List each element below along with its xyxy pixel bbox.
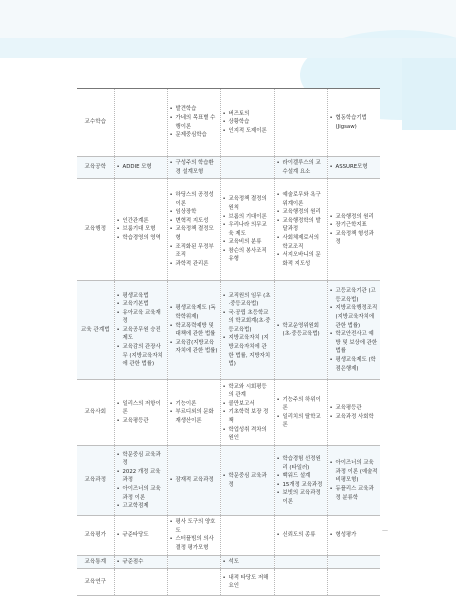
row-category-label: 교수학습 bbox=[77, 89, 114, 157]
table-cell bbox=[327, 446, 380, 516]
table-cell bbox=[220, 157, 274, 179]
topic-list bbox=[277, 159, 325, 176]
topic-list bbox=[117, 400, 165, 426]
topic-item: • 잠재적 교육과정 bbox=[170, 476, 218, 485]
table-cell bbox=[274, 157, 327, 179]
topic-item: • 학업성취 격차의 원인 bbox=[223, 426, 272, 443]
topic-list bbox=[117, 558, 165, 567]
topic-item: • 신뢰도의 종류 bbox=[277, 531, 325, 540]
topic-item: • 상황학습 bbox=[223, 118, 272, 127]
topic-item: • 버즈토의 bbox=[223, 110, 272, 119]
topic-list bbox=[117, 531, 165, 540]
side-tab-decoration bbox=[402, 58, 456, 130]
topic-item: • 우리나라 의무교육 제도 bbox=[223, 221, 272, 238]
topic-item: • 교직원의 임무 (초·중등교육법) bbox=[223, 292, 272, 309]
topic-item: • 교육감의 관장사무 (지방교육자치에 관한 법률) bbox=[117, 343, 165, 369]
topic-item: • 과학적 관리론 bbox=[170, 260, 218, 269]
topic-item: • 기능주의 하위이론 bbox=[277, 396, 325, 413]
topic-item: • 백워드 설계 bbox=[277, 472, 325, 481]
topic-item: • 임상장학 bbox=[170, 208, 218, 217]
table-row bbox=[77, 179, 380, 281]
table-cell bbox=[167, 380, 220, 446]
table-cell bbox=[114, 380, 167, 446]
topic-item: • 학습경영의 영역 bbox=[117, 234, 165, 243]
topic-item: • 스터플빔의 의사결정 평가모형 bbox=[170, 535, 218, 552]
topic-item: • 교육공무원 승진제도 bbox=[117, 326, 165, 343]
table-cell bbox=[274, 281, 327, 380]
topic-list bbox=[117, 163, 165, 172]
table-cell bbox=[220, 179, 274, 281]
table-cell bbox=[114, 569, 167, 596]
topic-item: • 학교운영위원회 (초·중등교육법) bbox=[277, 322, 325, 339]
table-cell bbox=[327, 555, 380, 569]
topic-item: • 기초학력 보장 정책 bbox=[223, 408, 272, 425]
table-cell bbox=[220, 446, 274, 516]
table-cell bbox=[220, 555, 274, 569]
table-cell bbox=[167, 179, 220, 281]
topic-item: • 학교안전사고 예방 및 보상에 관한 법률 bbox=[330, 330, 379, 356]
topic-list bbox=[330, 459, 379, 502]
topic-item: • 학교폭력예방 및 대책에 관한 법률 bbox=[170, 322, 218, 339]
topic-list bbox=[117, 292, 165, 369]
topic-item: • 규준타당도 bbox=[117, 531, 165, 540]
topic-item: • 브롬의 기대이론 bbox=[223, 213, 272, 222]
topic-item: • 학습경험 선정원리 (타일러) bbox=[277, 455, 325, 472]
table-cell bbox=[220, 281, 274, 380]
table-row bbox=[77, 89, 380, 157]
topic-item: • 평생교육제도 (학점은행제) bbox=[330, 356, 379, 373]
topic-item: • 유아교육 교육재정 bbox=[117, 309, 165, 326]
table-body bbox=[77, 89, 380, 596]
topic-item: • 서지오바니의 문화적 지도성 bbox=[277, 251, 325, 268]
table-row bbox=[77, 380, 380, 446]
topic-list bbox=[277, 191, 325, 268]
topic-list bbox=[170, 518, 218, 552]
topic-item: • 브룸기대 모형 bbox=[117, 225, 165, 234]
topic-list bbox=[117, 217, 165, 243]
topic-item: • 조직화된 무정부 조직 bbox=[170, 243, 218, 260]
topic-list bbox=[330, 287, 379, 373]
header-band bbox=[0, 38, 456, 58]
topic-item: • 고교학점제 bbox=[117, 502, 165, 511]
topic-item: • 교육행정의 원리 bbox=[277, 208, 325, 217]
topic-item: • ASSURE모형 bbox=[330, 163, 379, 172]
topic-item: • 교육과정 사회학 bbox=[330, 413, 379, 422]
row-category-label: 교육과정 bbox=[77, 446, 114, 516]
topic-item: • 인간관계론 bbox=[117, 217, 165, 226]
topic-list bbox=[170, 476, 218, 485]
topic-list bbox=[223, 383, 272, 443]
topic-item: • 교육평등관 bbox=[330, 404, 379, 413]
topic-item: • 국·공립 초등학교의 학교회계(초·중등교육법) bbox=[223, 309, 272, 335]
table-cell bbox=[220, 89, 274, 157]
table-cell bbox=[167, 281, 220, 380]
row-category-label: 교육 관계법 bbox=[77, 281, 114, 380]
exam-topics-table bbox=[77, 88, 380, 596]
topic-item: • 콜만보고서 bbox=[223, 400, 272, 409]
topic-item: • 협동학습기법 (Jigsaw) bbox=[330, 114, 379, 131]
table-cell bbox=[327, 179, 380, 281]
topic-item: • 석도 bbox=[223, 558, 272, 567]
topic-item: • 하딩스의 공정성 이론 bbox=[170, 191, 218, 208]
topic-item: • 가네의 목표별 수행이론 bbox=[170, 114, 218, 131]
topic-item: • 듀플리스 교육과정 분류학 bbox=[330, 485, 379, 502]
topic-list bbox=[330, 213, 379, 247]
topic-item: • 학문중심 교육과정 bbox=[223, 472, 272, 489]
topic-list bbox=[330, 114, 379, 131]
table-cell bbox=[114, 157, 167, 179]
topic-item: • 학교와 시회평등의 관계 bbox=[223, 383, 272, 400]
topic-list bbox=[330, 531, 379, 540]
table-cell bbox=[114, 89, 167, 157]
topic-list bbox=[223, 574, 272, 591]
topic-list bbox=[277, 531, 325, 540]
table-cell bbox=[167, 569, 220, 596]
topic-list bbox=[277, 455, 325, 507]
topic-item: • 사회체제로서의 학교조직 bbox=[277, 234, 325, 251]
row-category-label: 교육사회 bbox=[77, 380, 114, 446]
table-cell bbox=[327, 569, 380, 596]
topic-item: • 평사 도구의 양호도 bbox=[170, 518, 218, 535]
topic-item: • 고등교육기관 (고등교육법) bbox=[330, 287, 379, 304]
table-cell bbox=[167, 446, 220, 516]
topic-item: • 기능이론 bbox=[170, 400, 218, 409]
topic-item: • 예술로무와 욕구 위계이론 bbox=[277, 191, 325, 208]
topic-item: • 구성주의 학습환경 설계모형 bbox=[170, 159, 218, 176]
table-cell bbox=[274, 569, 327, 596]
topic-list bbox=[170, 304, 218, 356]
table-cell bbox=[274, 446, 327, 516]
topic-list bbox=[223, 110, 272, 136]
topic-list bbox=[170, 105, 218, 139]
topic-item: • 아이즈너의 교육과정 이론 (예술적 비평모형) bbox=[330, 459, 379, 485]
table-row bbox=[77, 446, 380, 516]
topic-item: • 참슨의 봉사조직 유형 bbox=[223, 247, 272, 264]
table-cell bbox=[114, 179, 167, 281]
topic-item: • 내적 타당도 저해요인 bbox=[223, 574, 272, 591]
topic-list bbox=[277, 322, 325, 339]
topic-item: • 일리치의 탈학교론 bbox=[277, 413, 325, 430]
table-cell bbox=[274, 516, 327, 555]
table-cell bbox=[327, 281, 380, 380]
row-category-label: 교육행정 bbox=[77, 179, 114, 281]
topic-item: • 일리스의 저항이론 bbox=[117, 400, 165, 417]
topic-item: • 형성평가 bbox=[330, 531, 379, 540]
topic-list bbox=[223, 292, 272, 369]
table-cell bbox=[167, 555, 220, 569]
table-cell bbox=[167, 89, 220, 157]
topic-item: • ADDIE 모형 bbox=[117, 163, 165, 172]
topic-item: • 교육감(지방교육자치에 관한 법률) bbox=[170, 339, 218, 356]
topic-item: • 라이겔루스의 교수설계 요소 bbox=[277, 159, 325, 176]
topic-item: • 평생교육제도 (독학학위제) bbox=[170, 304, 218, 321]
topic-item: • 교육행정학의 발달과정 bbox=[277, 217, 325, 234]
table-cell bbox=[220, 516, 274, 555]
table-cell bbox=[167, 157, 220, 179]
table-cell bbox=[327, 157, 380, 179]
topic-item: • 15개정 교육과정 bbox=[277, 481, 325, 490]
topic-item: • 변혁적 지도성 bbox=[170, 217, 218, 226]
topic-list bbox=[330, 163, 379, 172]
table-cell bbox=[167, 516, 220, 555]
table-cell bbox=[114, 446, 167, 516]
topic-item: • 지방교육행정조직 (지방교육자치에 관한 법률) bbox=[330, 304, 379, 330]
table-cell bbox=[274, 380, 327, 446]
topic-list bbox=[170, 159, 218, 176]
table-row bbox=[77, 555, 380, 569]
topic-item: • 규준점수 bbox=[117, 558, 165, 567]
topic-item: • 보빗의 교육과정 이론 bbox=[277, 489, 325, 506]
topic-list bbox=[223, 195, 272, 264]
row-category-label: 교육통계 bbox=[77, 555, 114, 569]
topic-list bbox=[117, 451, 165, 511]
table-cell bbox=[327, 516, 380, 555]
topic-list bbox=[223, 558, 272, 567]
topic-item: • 평생교육법 bbox=[117, 292, 165, 301]
topic-item: • 아이즈너의 교육과정 이론 bbox=[117, 485, 165, 502]
topic-item: • 교육행정의 원리 bbox=[330, 213, 379, 222]
topic-list bbox=[170, 400, 218, 426]
continuation-dash: — bbox=[382, 527, 388, 534]
topic-list bbox=[330, 404, 379, 421]
topic-item: • 2022 개정 교육과정 bbox=[117, 468, 165, 485]
topic-item: • 학문중심 교육과정 bbox=[117, 451, 165, 468]
table-cell bbox=[327, 89, 380, 157]
row-category-label: 교육공학 bbox=[77, 157, 114, 179]
table-row bbox=[77, 157, 380, 179]
row-category-label: 교육연구 bbox=[77, 569, 114, 596]
topic-item: • 문제중심학습 bbox=[170, 131, 218, 140]
topic-item: • 부르디외의 문화재생산이론 bbox=[170, 408, 218, 425]
topic-item: • 장기근학지표 bbox=[330, 221, 379, 230]
table-cell bbox=[114, 555, 167, 569]
table-row bbox=[77, 516, 380, 555]
row-category-label: 교육평가 bbox=[77, 516, 114, 555]
table-cell bbox=[274, 89, 327, 157]
topic-item: • 교육정책 형성과정 bbox=[330, 230, 379, 247]
table-row bbox=[77, 281, 380, 380]
topic-item: • 발견학습 bbox=[170, 105, 218, 114]
table-cell bbox=[114, 516, 167, 555]
table-row bbox=[77, 569, 380, 596]
table-cell bbox=[220, 569, 274, 596]
table-cell bbox=[220, 380, 274, 446]
topic-list bbox=[277, 396, 325, 430]
topic-item: • 인지적 도제이론 bbox=[223, 127, 272, 136]
topic-item: • 교육기본법 bbox=[117, 300, 165, 309]
topic-item: • 교육비의 분류 bbox=[223, 238, 272, 247]
topic-item: • 교육정책 결정의 원칙 bbox=[223, 195, 272, 212]
table-cell bbox=[114, 281, 167, 380]
topic-item: • 지방교육자치 (지방교육자치에 관한 법률, 지방자치법) bbox=[223, 334, 272, 368]
topic-item: • 교육평등관 bbox=[117, 417, 165, 426]
table-cell bbox=[327, 380, 380, 446]
topic-list bbox=[170, 191, 218, 268]
table-cell bbox=[274, 179, 327, 281]
table-cell bbox=[274, 555, 327, 569]
topic-list bbox=[223, 472, 272, 489]
topic-item: • 교육정책 결정모형 bbox=[170, 225, 218, 242]
